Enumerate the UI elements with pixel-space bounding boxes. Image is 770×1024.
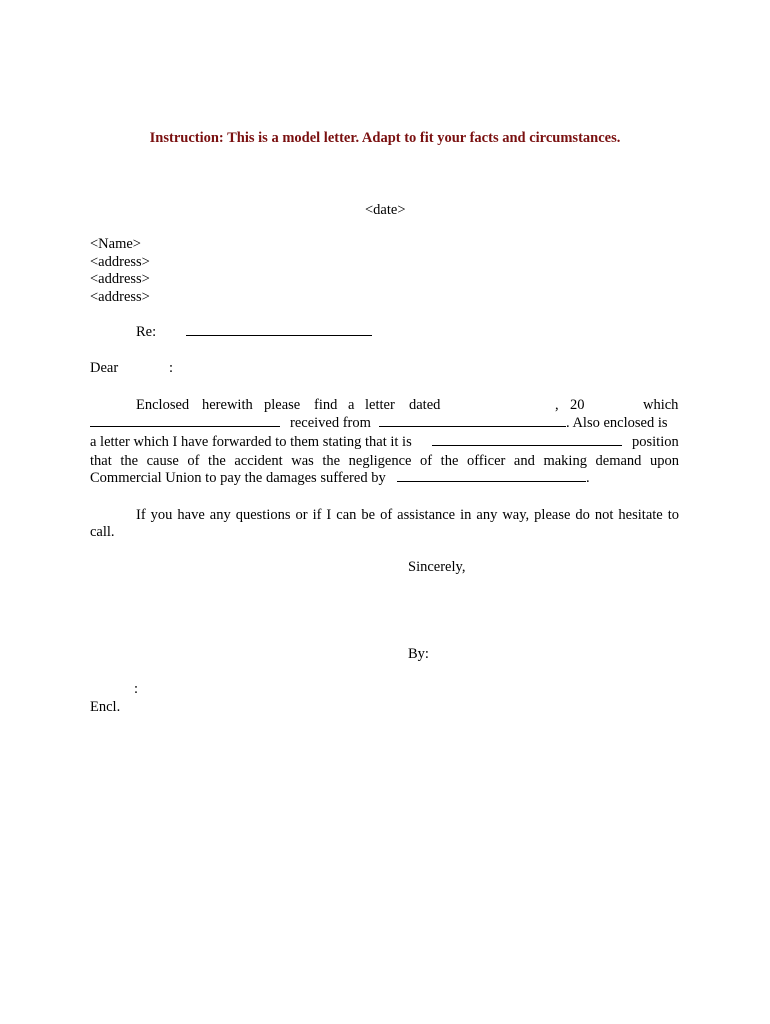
recipient-name: <Name>: [90, 236, 141, 252]
date-placeholder: <date>: [365, 202, 406, 218]
p1-word-letter: letter: [365, 397, 395, 413]
p1-blank-1: [90, 413, 280, 427]
salutation-dear: Dear: [90, 360, 119, 376]
recipient-address-1: <address>: [90, 254, 150, 270]
recipient-address-3: <address>: [90, 289, 150, 305]
p1-line-4: that the cause of the accident was the negligence of the officer and making demand upon: [90, 453, 679, 469]
p1-word-dated: dated: [409, 397, 441, 413]
p1-word-which: which: [643, 397, 679, 413]
salutation-colon: :: [169, 360, 174, 376]
recipient-address-2: <address>: [90, 271, 150, 287]
p1-line-3: a letter which I have forwarded to them stating that it is: [90, 434, 412, 450]
p1-word-please: please: [264, 397, 301, 413]
closing-sincerely: Sincerely,: [408, 559, 466, 575]
p1-blank-2: [379, 413, 566, 427]
initials-colon: :: [134, 681, 139, 697]
p1-received-from: received from: [290, 415, 371, 431]
p1-year-20: 20: [570, 397, 585, 413]
p1-word-find: find: [314, 397, 338, 413]
p1-line-5-period: .: [586, 470, 590, 486]
p1-blank-4: [397, 468, 586, 482]
p1-also-enclosed: . Also enclosed is: [566, 415, 668, 431]
by-label: By:: [408, 646, 429, 662]
p1-word-a: a: [348, 397, 355, 413]
p1-position: position: [632, 434, 679, 450]
p2-line-1: If you have any questions or if I can be of assistance in any way, please do not hesitate to: [136, 507, 679, 523]
p1-comma: ,: [555, 397, 559, 413]
p1-word-enclosed: Enclosed: [136, 397, 190, 413]
re-label: Re:: [136, 324, 157, 340]
p1-line-5: Commercial Union to pay the damages suffered by: [90, 470, 386, 486]
enclosure-label: Encl.: [90, 699, 121, 715]
re-blank: [186, 322, 372, 336]
p1-word-herewith: herewith: [202, 397, 253, 413]
p1-blank-3: [432, 432, 622, 446]
p2-line-2: call.: [90, 524, 115, 540]
instruction-heading: Instruction: This is a model letter. Adapt to fit your facts and circumstances.: [149, 130, 621, 146]
